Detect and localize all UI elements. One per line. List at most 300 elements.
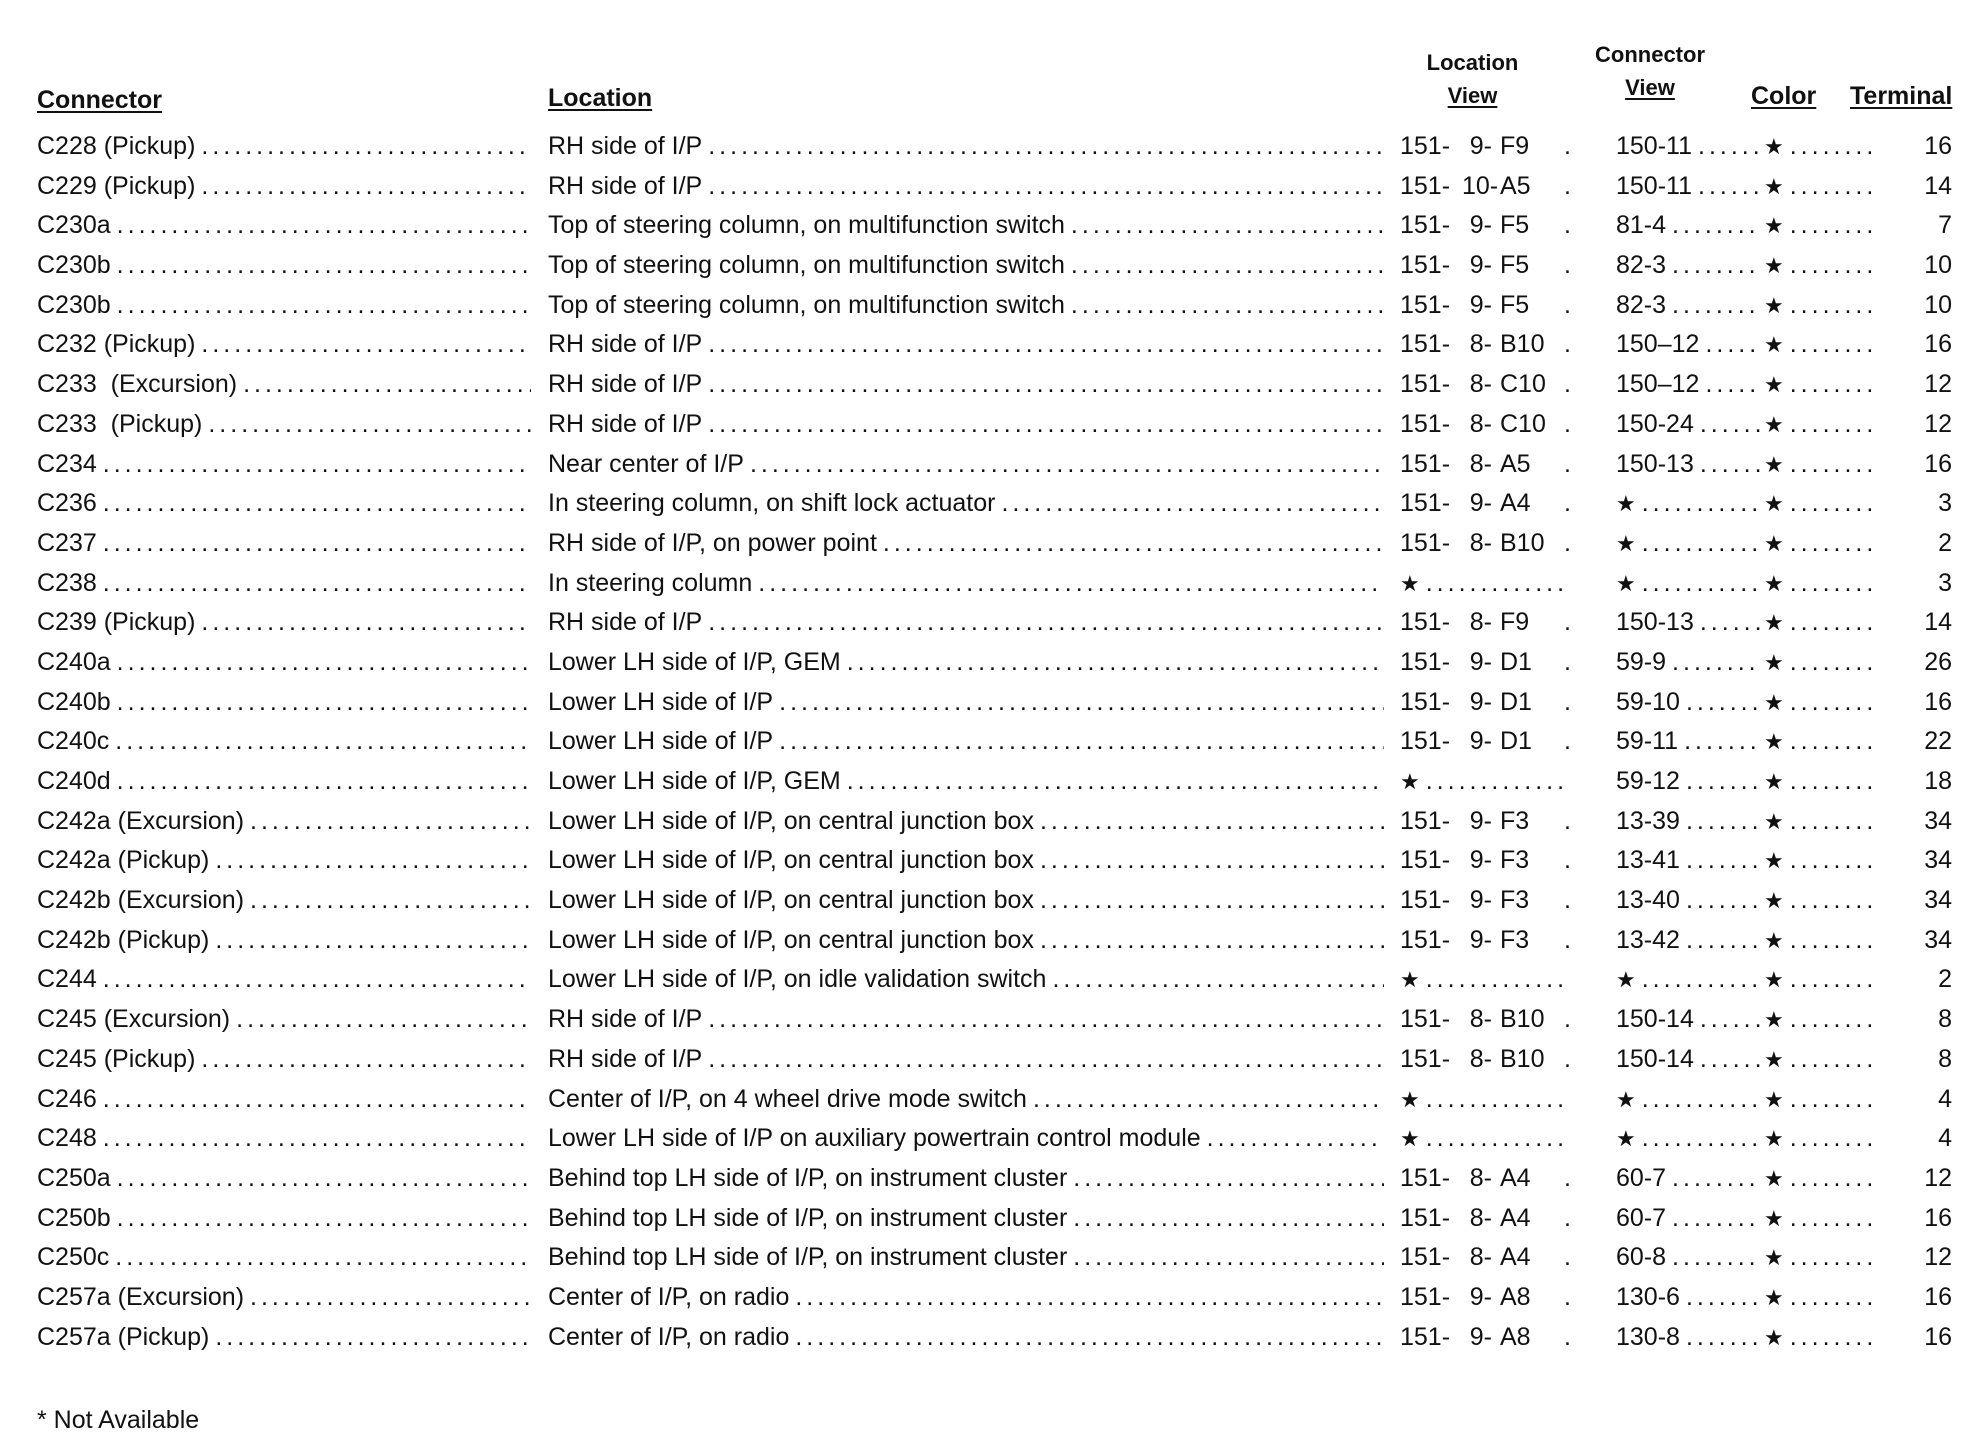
location-view-grid: A4 bbox=[1500, 1243, 1531, 1272]
leader-dots bbox=[1790, 1040, 1878, 1080]
color-cell bbox=[1764, 683, 1882, 723]
color-cell bbox=[1764, 1000, 1882, 1040]
location-cell bbox=[548, 127, 1388, 167]
color-value: ★ bbox=[1764, 888, 1784, 914]
leader-dots bbox=[103, 484, 531, 524]
connector-cell bbox=[37, 524, 535, 564]
connector-cell bbox=[37, 603, 535, 643]
connector-view-cell bbox=[1616, 841, 1764, 881]
location-view-cell bbox=[1400, 1159, 1574, 1199]
color-value: ★ bbox=[1764, 689, 1784, 715]
location-cell bbox=[548, 960, 1388, 1000]
connector-view-ref: 81-4 bbox=[1616, 211, 1667, 240]
connector-cell bbox=[37, 762, 535, 802]
connector-id: C234 bbox=[37, 449, 97, 478]
leader-dots bbox=[1564, 286, 1570, 326]
connector-cell bbox=[37, 722, 535, 762]
location-view-page: ★ bbox=[1400, 769, 1420, 794]
color-cell bbox=[1764, 1080, 1882, 1120]
leader-dots bbox=[1790, 484, 1878, 524]
location-view-grid: B10 bbox=[1500, 1044, 1545, 1073]
leader-dots bbox=[1642, 1080, 1760, 1120]
color-cell bbox=[1764, 881, 1882, 921]
location-text: RH side of I/P bbox=[548, 608, 703, 637]
leader-dots bbox=[1052, 960, 1384, 1000]
leader-dots bbox=[1001, 484, 1384, 524]
connector-cell bbox=[37, 960, 535, 1000]
connector-view-cell bbox=[1616, 603, 1764, 643]
location-view-page: 151- bbox=[1400, 608, 1451, 637]
location-view-grid: B10 bbox=[1500, 1005, 1545, 1034]
location-view-cell bbox=[1400, 1318, 1574, 1358]
leader-dots bbox=[1672, 286, 1760, 326]
terminal-count: 16 bbox=[1924, 330, 1952, 359]
location-view-grid: F5 bbox=[1500, 290, 1530, 319]
location-view-grid: F3 bbox=[1500, 846, 1530, 875]
location-view-page: 151- bbox=[1400, 449, 1451, 478]
terminal-count: 34 bbox=[1924, 886, 1952, 915]
connector-view-cell bbox=[1616, 405, 1764, 445]
leader-dots bbox=[117, 286, 531, 326]
location-text: Lower LH side of I/P, on central junction box bbox=[548, 925, 1034, 954]
location-view-sheet: 9- bbox=[1469, 687, 1492, 716]
location-text: Center of I/P, on radio bbox=[548, 1282, 790, 1311]
table-row bbox=[0, 564, 1980, 604]
connector-id: C228 (Pickup) bbox=[37, 132, 196, 160]
header-location-view-line2 bbox=[1415, 79, 1530, 112]
connector-view-cell bbox=[1616, 960, 1764, 1000]
location-view-sheet: 9- bbox=[1469, 132, 1492, 160]
leader-dots bbox=[1564, 683, 1570, 723]
connector-id: C240b bbox=[37, 687, 111, 716]
location-cell bbox=[548, 683, 1388, 723]
leader-dots bbox=[1207, 1119, 1384, 1159]
color-cell bbox=[1764, 1199, 1882, 1239]
color-cell bbox=[1764, 841, 1882, 881]
leader-dots bbox=[1642, 484, 1760, 524]
location-view-grid: F3 bbox=[1500, 886, 1530, 915]
leader-dots bbox=[1073, 1238, 1384, 1278]
color-value: ★ bbox=[1764, 570, 1784, 596]
footnote: * Not Available bbox=[37, 1406, 200, 1434]
leader-dots bbox=[1564, 1000, 1570, 1040]
connector-view-ref: 130-8 bbox=[1616, 1322, 1680, 1351]
location-text: Center of I/P, on radio bbox=[548, 1322, 790, 1351]
location-text: Near center of I/P bbox=[548, 449, 744, 478]
leader-dots bbox=[201, 603, 531, 643]
connector-id: C240a bbox=[37, 647, 111, 676]
leader-dots bbox=[1564, 1040, 1570, 1080]
location-view-page: 151- bbox=[1400, 846, 1451, 875]
table-row bbox=[0, 524, 1980, 564]
connector-cell bbox=[37, 881, 535, 921]
leader-dots bbox=[1040, 921, 1384, 961]
location-text: RH side of I/P bbox=[548, 171, 703, 200]
location-view-page: 151- bbox=[1400, 171, 1451, 200]
location-view-page: 151- bbox=[1400, 806, 1451, 835]
location-cell bbox=[548, 564, 1388, 604]
leader-dots bbox=[708, 127, 1384, 167]
location-view-page: 151- bbox=[1400, 687, 1451, 716]
location-view-sheet: 9- bbox=[1469, 489, 1492, 518]
header-connector-view bbox=[1585, 38, 1715, 104]
connector-id: C236 bbox=[37, 489, 97, 518]
color-cell bbox=[1764, 1119, 1882, 1159]
connector-view-ref: 13-39 bbox=[1616, 806, 1680, 835]
location-view-page: 151- bbox=[1400, 1005, 1451, 1034]
leader-dots bbox=[1686, 762, 1760, 802]
color-value: ★ bbox=[1764, 769, 1784, 794]
connector-id: C250a bbox=[37, 1163, 111, 1192]
table-row bbox=[0, 365, 1980, 405]
location-view-cell bbox=[1400, 1080, 1574, 1120]
color-value: ★ bbox=[1764, 253, 1784, 279]
connector-cell bbox=[37, 564, 535, 604]
location-view-page: 151- bbox=[1400, 211, 1451, 240]
location-cell bbox=[548, 1000, 1388, 1040]
terminal-count: 16 bbox=[1924, 1282, 1952, 1311]
color-cell bbox=[1764, 524, 1882, 564]
location-view-grid: A5 bbox=[1500, 449, 1531, 478]
location-view-grid: D1 bbox=[1500, 647, 1532, 676]
location-view-page: 151- bbox=[1400, 290, 1451, 319]
leader-dots bbox=[103, 524, 531, 564]
connector-id: C245 (Pickup) bbox=[37, 1044, 196, 1073]
table-row bbox=[0, 603, 1980, 643]
connector-cell bbox=[37, 127, 535, 167]
connector-view-cell bbox=[1616, 246, 1764, 286]
connector-view-cell bbox=[1616, 127, 1764, 167]
location-view-cell bbox=[1400, 167, 1574, 207]
terminal-count: 16 bbox=[1924, 687, 1952, 716]
terminal-count: 34 bbox=[1924, 846, 1952, 875]
header-connector-view-line2-text: View bbox=[1625, 75, 1675, 100]
color-value: ★ bbox=[1764, 173, 1784, 199]
terminal-count: 4 bbox=[1938, 1084, 1952, 1113]
leader-dots bbox=[1790, 1080, 1878, 1120]
location-view-cell bbox=[1400, 246, 1574, 286]
location-text: RH side of I/P bbox=[548, 330, 703, 359]
leader-dots bbox=[1642, 960, 1760, 1000]
leader-dots bbox=[1790, 325, 1878, 365]
location-view-sheet: 8- bbox=[1469, 449, 1492, 478]
color-value: ★ bbox=[1764, 848, 1784, 874]
location-cell bbox=[548, 762, 1388, 802]
connector-id: C238 bbox=[37, 568, 97, 597]
color-cell bbox=[1764, 643, 1882, 683]
leader-dots bbox=[708, 365, 1384, 405]
connector-id: C257a (Excursion) bbox=[37, 1282, 245, 1311]
location-view-cell bbox=[1400, 802, 1574, 842]
leader-dots bbox=[1684, 722, 1760, 762]
connector-cell bbox=[37, 1278, 535, 1318]
location-view-cell bbox=[1400, 960, 1574, 1000]
table-row bbox=[0, 881, 1980, 921]
location-view-sheet: 8- bbox=[1469, 1005, 1492, 1034]
table-row bbox=[0, 445, 1980, 485]
connector-cell bbox=[37, 365, 535, 405]
table-row bbox=[0, 286, 1980, 326]
connector-view-ref: ★ bbox=[1616, 570, 1636, 596]
location-view-page: 151- bbox=[1400, 330, 1451, 359]
leader-dots bbox=[1426, 960, 1570, 1000]
location-view-cell bbox=[1400, 445, 1574, 485]
color-cell bbox=[1764, 722, 1882, 762]
connector-view-ref: 59-9 bbox=[1616, 647, 1667, 676]
connector-view-ref: 82-3 bbox=[1616, 290, 1667, 319]
leader-dots bbox=[795, 1318, 1384, 1358]
location-view-page: 151- bbox=[1400, 132, 1451, 160]
leader-dots bbox=[243, 365, 531, 405]
location-view-cell bbox=[1400, 1119, 1574, 1159]
header-location-view-line1: Location bbox=[1426, 50, 1519, 75]
location-cell bbox=[548, 1119, 1388, 1159]
location-view-grid: D1 bbox=[1500, 687, 1532, 716]
color-cell bbox=[1764, 167, 1882, 207]
color-value: ★ bbox=[1764, 967, 1784, 993]
location-view-grid: B10 bbox=[1500, 330, 1545, 359]
connector-view-ref: 150–12 bbox=[1616, 370, 1700, 399]
terminal-count: 8 bbox=[1938, 1044, 1952, 1073]
location-view-grid: F9 bbox=[1500, 132, 1530, 160]
connector-view-ref: ★ bbox=[1616, 967, 1636, 993]
connector-id: C240c bbox=[37, 727, 110, 756]
connector-id: C237 bbox=[37, 528, 97, 557]
table-row bbox=[0, 1119, 1980, 1159]
leader-dots bbox=[1564, 1278, 1570, 1318]
location-cell bbox=[548, 1199, 1388, 1239]
terminal-count: 2 bbox=[1938, 528, 1952, 557]
location-view-sheet: 8- bbox=[1469, 409, 1492, 438]
leader-dots bbox=[1790, 206, 1878, 246]
location-view-cell bbox=[1400, 762, 1574, 802]
location-view-cell bbox=[1400, 841, 1574, 881]
table-row bbox=[0, 722, 1980, 762]
location-view-cell bbox=[1400, 603, 1574, 643]
location-text: Lower LH side of I/P, GEM bbox=[548, 647, 841, 676]
location-cell bbox=[548, 365, 1388, 405]
location-view-cell bbox=[1400, 286, 1574, 326]
location-view-page: 151- bbox=[1400, 925, 1451, 954]
leader-dots bbox=[1642, 1119, 1760, 1159]
connector-id: C250b bbox=[37, 1203, 111, 1232]
leader-dots bbox=[1686, 921, 1760, 961]
table-row bbox=[0, 643, 1980, 683]
location-text: Behind top LH side of I/P, on instrument cluster bbox=[548, 1163, 1068, 1192]
leader-dots bbox=[201, 167, 531, 207]
location-cell bbox=[548, 1318, 1388, 1358]
connector-view-ref: 60-7 bbox=[1616, 1163, 1667, 1192]
leader-dots bbox=[750, 445, 1384, 485]
leader-dots bbox=[1790, 286, 1878, 326]
connector-view-ref: 150-13 bbox=[1616, 608, 1694, 637]
table-row bbox=[0, 246, 1980, 286]
table-row bbox=[0, 1278, 1980, 1318]
leader-dots bbox=[115, 722, 531, 762]
leader-dots bbox=[1672, 1238, 1760, 1278]
location-cell bbox=[548, 603, 1388, 643]
leader-dots bbox=[215, 921, 531, 961]
table-row bbox=[0, 960, 1980, 1000]
leader-dots bbox=[1686, 683, 1760, 723]
color-cell bbox=[1764, 1278, 1882, 1318]
location-view-page: 151- bbox=[1400, 370, 1451, 399]
location-view-grid: B10 bbox=[1500, 528, 1545, 557]
leader-dots bbox=[708, 1040, 1384, 1080]
leader-dots bbox=[103, 445, 531, 485]
terminal-count: 7 bbox=[1938, 211, 1952, 240]
location-text: RH side of I/P, on power point bbox=[548, 528, 877, 557]
connector-cell bbox=[37, 1199, 535, 1239]
color-value: ★ bbox=[1764, 372, 1784, 398]
leader-dots bbox=[1705, 325, 1760, 365]
location-view-cell bbox=[1400, 881, 1574, 921]
leader-dots bbox=[1564, 841, 1570, 881]
location-cell bbox=[548, 445, 1388, 485]
leader-dots bbox=[117, 643, 531, 683]
header-connector-view-line2 bbox=[1585, 71, 1715, 104]
leader-dots bbox=[117, 1159, 531, 1199]
connector-view-ref: 13-41 bbox=[1616, 846, 1680, 875]
header-location-view bbox=[1415, 46, 1530, 112]
color-cell bbox=[1764, 286, 1882, 326]
connector-view-ref: 150-11 bbox=[1616, 132, 1692, 160]
leader-dots bbox=[1700, 405, 1760, 445]
location-text: In steering column bbox=[548, 568, 753, 597]
leader-dots bbox=[1564, 167, 1570, 207]
location-view-grid: A4 bbox=[1500, 489, 1531, 518]
location-view-grid: F3 bbox=[1500, 925, 1530, 954]
leader-dots bbox=[1790, 643, 1878, 683]
terminal-count: 34 bbox=[1924, 806, 1952, 835]
connector-id: C242b (Excursion) bbox=[37, 886, 245, 915]
leader-dots bbox=[708, 325, 1384, 365]
leader-dots bbox=[236, 1000, 531, 1040]
leader-dots bbox=[847, 643, 1384, 683]
color-value: ★ bbox=[1764, 411, 1784, 437]
connector-view-cell bbox=[1616, 683, 1764, 723]
leader-dots bbox=[1790, 365, 1878, 405]
leader-dots bbox=[1071, 286, 1384, 326]
terminal-count: 3 bbox=[1938, 568, 1952, 597]
connector-view-cell bbox=[1616, 1159, 1764, 1199]
terminal-count: 14 bbox=[1924, 171, 1952, 200]
leader-dots bbox=[779, 722, 1384, 762]
leader-dots bbox=[1790, 841, 1878, 881]
leader-dots bbox=[1040, 841, 1384, 881]
leader-dots bbox=[1700, 1040, 1760, 1080]
table-row bbox=[0, 921, 1980, 961]
terminal-count: 16 bbox=[1924, 132, 1952, 160]
location-cell bbox=[548, 1159, 1388, 1199]
location-text: Center of I/P, on 4 wheel drive mode switch bbox=[548, 1084, 1027, 1113]
color-value: ★ bbox=[1764, 491, 1784, 517]
connector-view-cell bbox=[1616, 1238, 1764, 1278]
connector-cell bbox=[37, 1238, 535, 1278]
color-value: ★ bbox=[1764, 451, 1784, 477]
location-view-page: ★ bbox=[1400, 1086, 1420, 1112]
table-row bbox=[0, 1080, 1980, 1120]
connector-id: C230a bbox=[37, 211, 111, 240]
location-text: Behind top LH side of I/P, on instrument cluster bbox=[548, 1203, 1068, 1232]
color-value: ★ bbox=[1764, 1324, 1784, 1350]
location-view-cell bbox=[1400, 1199, 1574, 1239]
leader-dots bbox=[250, 881, 531, 921]
location-text: Lower LH side of I/P bbox=[548, 727, 774, 756]
connector-view-cell bbox=[1616, 1040, 1764, 1080]
leader-dots bbox=[201, 127, 531, 167]
location-text: Top of steering column, on multifunction switch bbox=[548, 211, 1065, 240]
connector-id: C242b (Pickup) bbox=[37, 925, 210, 954]
location-view-grid: F5 bbox=[1500, 251, 1530, 280]
color-value: ★ bbox=[1764, 1205, 1784, 1231]
location-view-cell bbox=[1400, 1238, 1574, 1278]
terminal-count: 3 bbox=[1938, 489, 1952, 518]
connector-view-cell bbox=[1616, 445, 1764, 485]
location-view-page: 151- bbox=[1400, 727, 1451, 756]
leader-dots bbox=[1564, 206, 1570, 246]
color-cell bbox=[1764, 921, 1882, 961]
connector-cell bbox=[37, 206, 535, 246]
leader-dots bbox=[1790, 246, 1878, 286]
leader-dots bbox=[1790, 1199, 1878, 1239]
color-cell bbox=[1764, 445, 1882, 485]
color-cell bbox=[1764, 802, 1882, 842]
leader-dots bbox=[1564, 881, 1570, 921]
location-view-sheet: 8- bbox=[1469, 370, 1492, 399]
terminal-count: 12 bbox=[1924, 409, 1952, 438]
location-view-grid: A5 bbox=[1500, 171, 1531, 200]
connector-view-cell bbox=[1616, 1199, 1764, 1239]
leader-dots bbox=[1790, 921, 1878, 961]
connector-view-ref: 13-42 bbox=[1616, 925, 1680, 954]
connector-id: C233 (Excursion) bbox=[37, 370, 238, 399]
location-view-cell bbox=[1400, 325, 1574, 365]
leader-dots bbox=[1564, 405, 1570, 445]
connector-view-ref: 130-6 bbox=[1616, 1282, 1680, 1311]
location-cell bbox=[548, 881, 1388, 921]
connector-view-cell bbox=[1616, 762, 1764, 802]
leader-dots bbox=[103, 564, 531, 604]
connector-view-cell bbox=[1616, 1318, 1764, 1358]
leader-dots bbox=[1564, 802, 1570, 842]
connector-view-cell bbox=[1616, 484, 1764, 524]
table-body bbox=[0, 127, 1980, 1357]
color-value: ★ bbox=[1764, 1245, 1784, 1271]
leader-dots bbox=[215, 1318, 531, 1358]
leader-dots bbox=[758, 564, 1384, 604]
terminal-count: 34 bbox=[1924, 925, 1952, 954]
location-view-sheet: 9- bbox=[1469, 846, 1492, 875]
connector-id: C250c bbox=[37, 1243, 110, 1272]
leader-dots bbox=[1564, 365, 1570, 405]
connector-cell bbox=[37, 1000, 535, 1040]
location-cell bbox=[548, 405, 1388, 445]
location-view-page: ★ bbox=[1400, 1126, 1420, 1152]
location-view-page: 151- bbox=[1400, 647, 1451, 676]
color-cell bbox=[1764, 325, 1882, 365]
location-view-sheet: 9- bbox=[1469, 251, 1492, 280]
connector-view-cell bbox=[1616, 643, 1764, 683]
connector-view-ref: 82-3 bbox=[1616, 251, 1667, 280]
terminal-count: 26 bbox=[1924, 647, 1952, 676]
leader-dots bbox=[1700, 1000, 1760, 1040]
connector-cell bbox=[37, 325, 535, 365]
color-value: ★ bbox=[1764, 134, 1784, 159]
location-view-page: ★ bbox=[1400, 570, 1420, 596]
location-cell bbox=[548, 206, 1388, 246]
leader-dots bbox=[117, 683, 531, 723]
